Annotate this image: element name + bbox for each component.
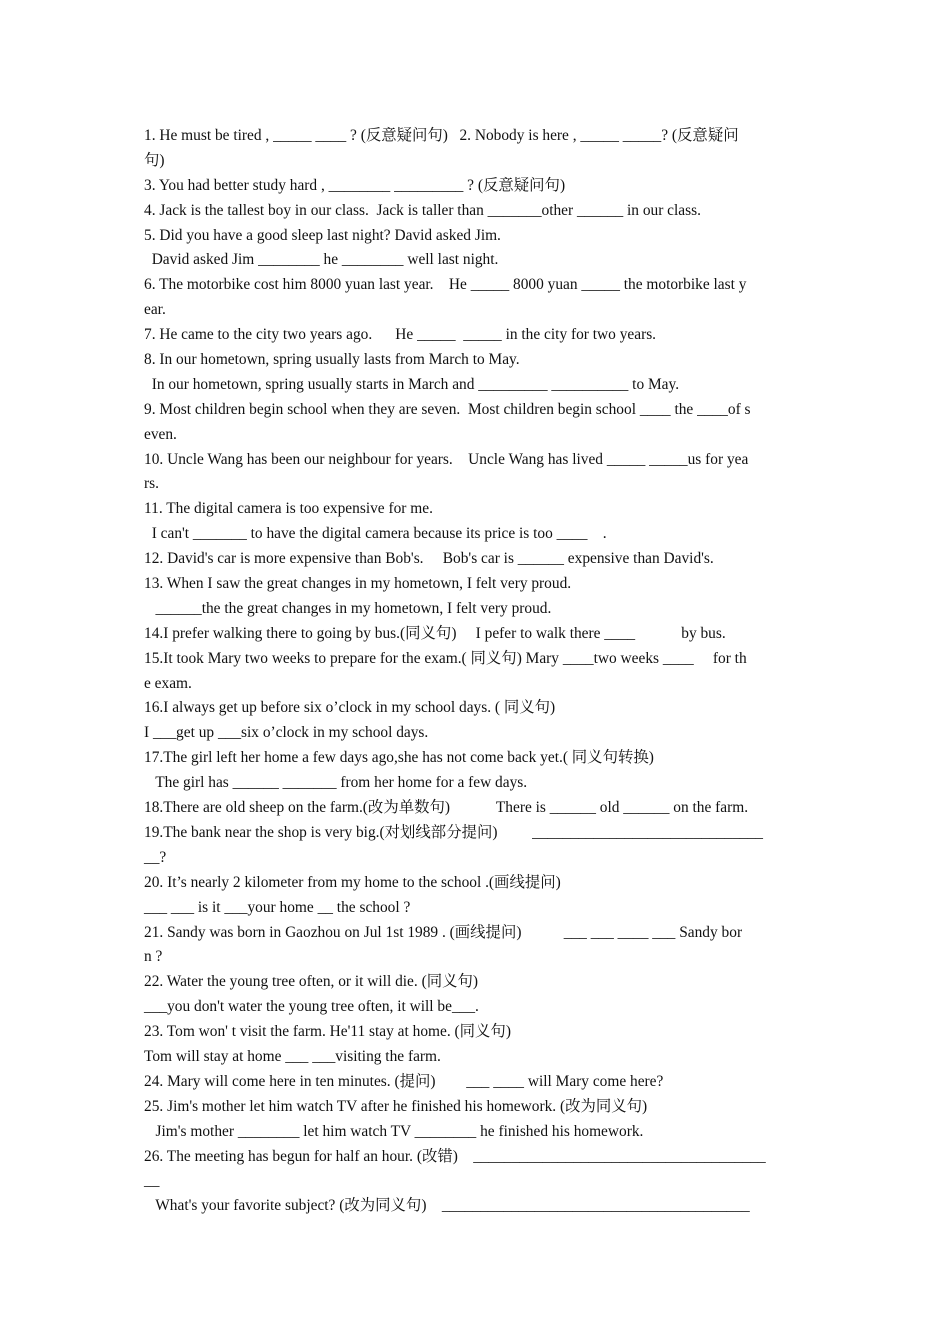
text-line: even. bbox=[144, 425, 177, 443]
text-line: ___you don't water the young tree often, it will be___. bbox=[144, 998, 479, 1016]
text-line: 20. It’s nearly 2 kilometer from my home to the school .(画线提问) bbox=[144, 873, 561, 891]
text-line: What's your favorite subject? (改为同义句) ________________________________________ bbox=[144, 1197, 750, 1215]
text-line: Tom will stay at home ___ ___visiting the farm. bbox=[144, 1047, 441, 1065]
text-line: 22. Water the young tree often, or it will die. (同义句) bbox=[144, 973, 478, 991]
text-line: 4. Jack is the tallest boy in our class. Jack is taller than _______other ______ in our class. bbox=[144, 201, 701, 219]
text-line: 9. Most children begin school when they are seven. Most children begin school ____ the ____of s bbox=[144, 400, 751, 418]
text-line: David asked Jim ________ he ________ well last night. bbox=[144, 251, 499, 269]
text-line: ear. bbox=[144, 301, 166, 319]
text-line: ___ ___ is it ___your home __ the school ? bbox=[144, 898, 411, 916]
text-line: 8. In our hometown, spring usually lasts from March to May. bbox=[144, 351, 520, 369]
text-line: __ bbox=[144, 1172, 160, 1190]
text-line: In our hometown, spring usually starts in March and _________ __________ to May. bbox=[144, 375, 680, 393]
text-line: __? bbox=[144, 848, 167, 866]
text-line: I can't _______ to have the digital camera because its price is too ____ . bbox=[144, 525, 607, 543]
text-line: 16.I always get up before six o’clock in my school days. ( 同义句) bbox=[144, 699, 556, 717]
worksheet-page bbox=[144, 124, 808, 1219]
text-line: ______the the great changes in my hometown, I felt very proud. bbox=[144, 599, 552, 617]
text-line: 18.There are old sheep on the farm.(改为单数句) There is ______ old ______ on the farm. bbox=[144, 799, 749, 817]
text-line: 19.The bank near the shop is very big.(对划线部分提问) ______________________________ bbox=[144, 823, 763, 841]
text-line: 14.I prefer walking there to going by bus.(同义句) I pefer to walk there ____ by bus. bbox=[144, 624, 726, 642]
text-line: 12. David's car is more expensive than Bob's. Bob's car is ______ expensive than David's. bbox=[144, 550, 714, 568]
text-line: Jim's mother ________ let him watch TV ________ he finished his homework. bbox=[144, 1122, 644, 1140]
text-line: 10. Uncle Wang has been our neighbour for years. Uncle Wang has lived _____ _____us for yea bbox=[144, 450, 749, 468]
text-line: 句) bbox=[144, 151, 165, 169]
text-line: e exam. bbox=[144, 674, 192, 692]
text-line: n ? bbox=[144, 948, 163, 966]
text-line: 11. The digital camera is too expensive for me. bbox=[144, 500, 433, 518]
text-line: 21. Sandy was born in Gaozhou on Jul 1st 1989 . (画线提问) ___ ___ ____ ___ Sandy bor bbox=[144, 923, 743, 941]
text-line: 23. Tom won' t visit the farm. He'11 stay at home. (同义句) bbox=[144, 1023, 511, 1041]
text-line: 7. He came to the city two years ago. He _____ _____ in the city for two years. bbox=[144, 326, 657, 344]
text-line: 3. You had better study hard , ________ _________ ? (反意疑问句) bbox=[144, 176, 566, 194]
text-line: 17.The girl left her home a few days ago,she has not come back yet.( 同义句转换) bbox=[144, 749, 654, 767]
text-line: 5. Did you have a good sleep last night? David asked Jim. bbox=[144, 226, 501, 244]
text-line: rs. bbox=[144, 475, 159, 493]
text-line: The girl has ______ _______ from her home for a few days. bbox=[144, 774, 528, 792]
text-line: 13. When I saw the great changes in my hometown, I felt very proud. bbox=[144, 575, 572, 593]
text-line: 6. The motorbike cost him 8000 yuan last year. He _____ 8000 yuan _____ the motorbike last y bbox=[144, 276, 747, 294]
text-line: 1. He must be tired , _____ ____ ? (反意疑问句) 2. Nobody is here , _____ _____? (反意疑问 bbox=[144, 127, 739, 144]
text-line: I ___get up ___six o’clock in my school days. bbox=[144, 724, 429, 742]
text-line: 26. The meeting has begun for half an hour. (改错) ______________________________________ bbox=[144, 1147, 766, 1165]
text-line: 15.It took Mary two weeks to prepare for the exam.( 同义句) Mary ____two weeks ____ for th bbox=[144, 649, 747, 667]
text-line: 25. Jim's mother let him watch TV after he finished his homework. (改为同义句) bbox=[144, 1097, 648, 1115]
text-line: 24. Mary will come here in ten minutes. (提问) ___ ____ will Mary come here? bbox=[144, 1072, 664, 1090]
